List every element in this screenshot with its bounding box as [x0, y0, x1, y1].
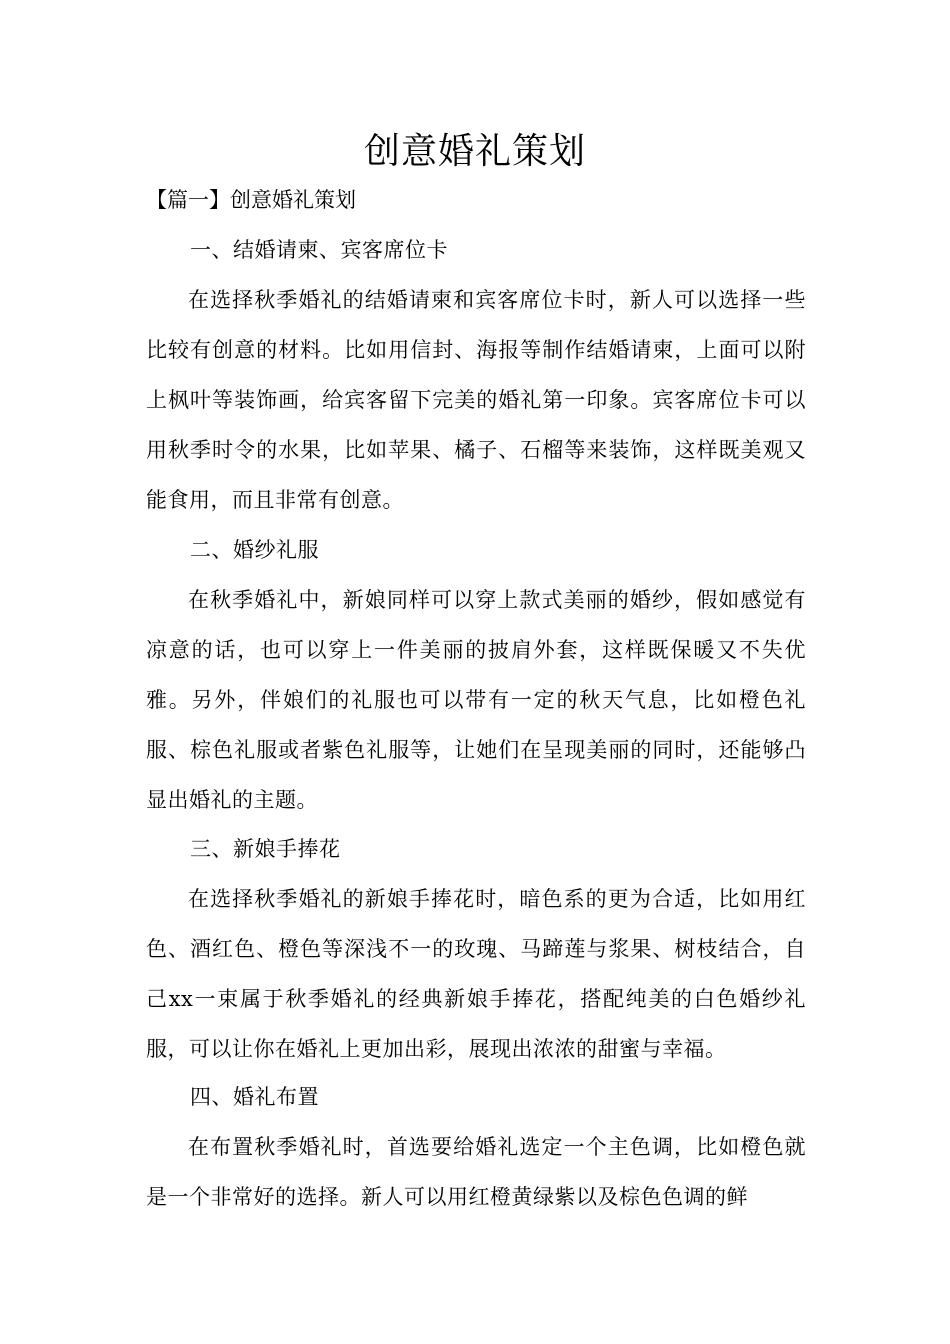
- section-body-3: [146, 874, 806, 1074]
- section-body-1: [146, 275, 806, 525]
- section-heading-3: 三、新娘手捧花: [190, 837, 341, 861]
- section-paragraph-2: 在秋季婚礼中，新娘同样可以穿上款式美丽的婚纱，假如感觉有凉意的话，也可以穿上一件美丽的披肩外套，这样既保暖又不失优雅。另外，伴娘们的礼服也可以带有一定的秋天气息，比如橙色礼服、棕色礼服或者紫色礼服等，让她们在呈现美丽的同时，还能够凸显出婚礼的主题。: [146, 588, 806, 812]
- document-subtitle: 【篇一】创意婚礼策划: [146, 188, 356, 212]
- section-heading-1: 一、结婚请柬、宾客席位卡: [190, 238, 448, 262]
- section-body-2: [146, 575, 806, 825]
- section-paragraph-4: 在布置秋季婚礼时，首选要给婚礼选定一个主色调，比如橙色就是一个非常好的选择。新人可以用红橙黄绿紫以及棕色色调的鲜: [146, 1135, 806, 1209]
- section-paragraph-1: 在选择秋季婚礼的结婚请柬和宾客席位卡时，新人可以选择一些比较有创意的材料。比如用信封、海报等制作结婚请柬，上面可以附上枫叶等装饰画，给宾客留下完美的婚礼第一印象。宾客席位卡可以用秋季时令的水果，比如苹果、橘子、石榴等来装饰，这样既美观又能食用，而且非常有创意。: [146, 288, 806, 512]
- section-heading-2: 二、婚纱礼服: [190, 538, 319, 562]
- section-paragraph-3: 在选择秋季婚礼的新娘手捧花时，暗色系的更为合适，比如用红色、酒红色、橙色等深浅不一的玫瑰、马蹄莲与浆果、树枝结合，自己xx一束属于秋季婚礼的经典新娘手捧花，搭配纯美的白色婚纱礼服，可以让你在婚礼上更加出彩，展现出浓浓的甜蜜与幸福。: [146, 887, 806, 1061]
- section-body-4: [146, 1122, 806, 1222]
- section-heading-4: 四、婚礼布置: [190, 1085, 319, 1109]
- document-title: 创意婚礼策划: [363, 131, 586, 172]
